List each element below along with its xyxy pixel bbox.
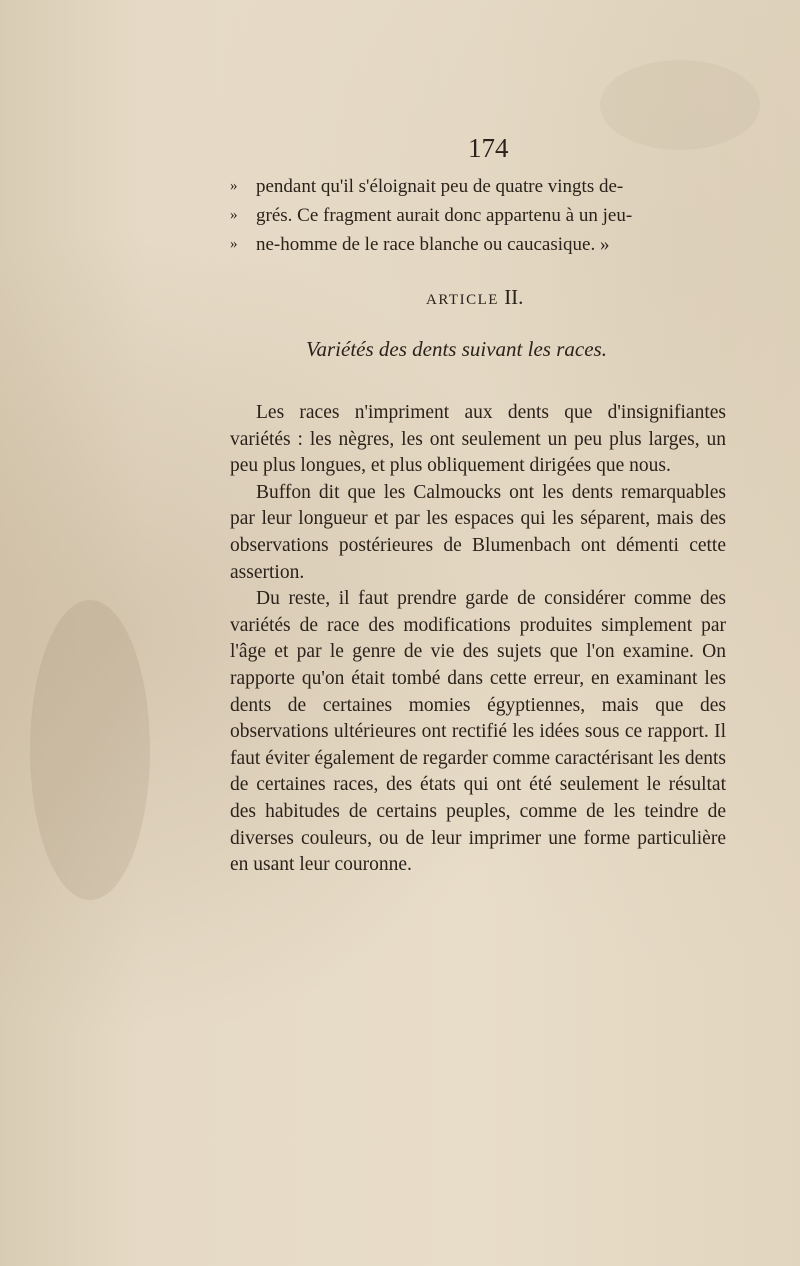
paper-stain (600, 60, 760, 150)
section-title: Variétés des dents suivant les races. (306, 337, 607, 361)
quote-line-text: grés. Ce fragment aurait donc appartenu à un jeu- (256, 205, 633, 226)
quote-line (230, 201, 740, 230)
paragraph: Buffon dit que les Calmoucks ont les dents remarquables par leur longueur et par les espaces qui les séparent, mais des observations postérieures de Blumenbach ont démenti cette assertion. (230, 481, 726, 583)
guillemet-mark: » (230, 236, 238, 252)
article-number: II. (504, 285, 524, 309)
page-number: 174 (468, 133, 509, 163)
paper-stain (30, 600, 150, 900)
guillemet-mark: » (230, 178, 238, 194)
paragraph: Les races n'impriment aux dents que d'insignifiantes variétés : les nègres, les ont seulement un peu plus larges, un peu plus longues, et plus obliquement dirigées que nous. (230, 402, 726, 477)
quote-line (230, 172, 740, 201)
quote-line (230, 230, 740, 259)
article-heading (426, 285, 523, 310)
quote-block (230, 172, 740, 259)
quote-line-text: pendant qu'il s'éloignait peu de quatre vingts de- (256, 176, 624, 197)
article-label: ARTICLE (426, 292, 499, 308)
quote-line-text: ne-homme de le race blanche ou caucasique. » (256, 234, 610, 255)
guillemet-mark: » (230, 207, 238, 223)
paragraph: Du reste, il faut prendre garde de considérer comme des variétés de race des modifications produites simplement par l'âge et par le genre de vie des sujets que l'on examine. On rapporte qu'on était tombé dans cette erreur, en examinant les dents de certaines momies égyptiennes, mais que des observations ultérieures ont rectifié les idées sous ce rapport. Il faut éviter également de regarder comme caractérisant les dents de certaines races, des états qui ont été seulement le résultat des habitudes de certains peuples, comme de les teindre de diverses couleurs, ou de leur imprimer une forme particulière en usant leur couronne. (230, 588, 726, 876)
body-text (230, 400, 726, 879)
